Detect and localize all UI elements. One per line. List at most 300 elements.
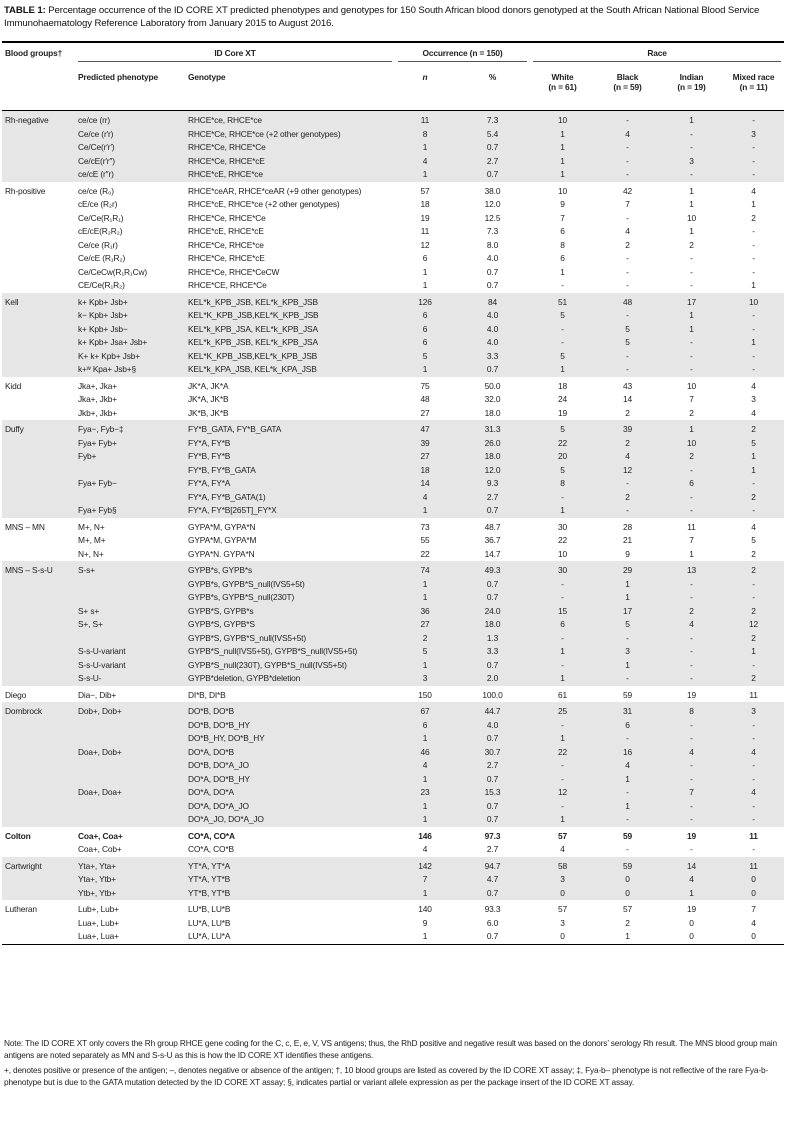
cell-indian: -	[690, 266, 693, 277]
cell-genotype: RHCE*Ce, RHCE*CeCW	[188, 266, 280, 277]
cell-mixed: 1	[723, 645, 784, 659]
table-row	[2, 930, 784, 944]
cell-genotype: RHCE*Ce, RHCE*Ce	[188, 212, 266, 223]
cell-pct: 8.0	[486, 239, 499, 250]
cell-phenotype: Ce/cE (R₁R₂)	[78, 253, 126, 263]
cell-n: 48	[420, 394, 430, 404]
cell-mixed: -	[723, 363, 784, 377]
cell-n: 146	[418, 830, 432, 841]
cell-pct: 4.0	[455, 323, 530, 337]
cell-pct: 100.0	[482, 689, 503, 700]
cell-genotype: DO*B, DO*B	[185, 702, 395, 719]
cell-pct: 48.7	[484, 521, 501, 532]
cell-indian: -	[660, 813, 723, 827]
cell-black: 28	[622, 521, 632, 532]
cell-black: -	[626, 280, 629, 290]
cell-pct: 30.7	[455, 746, 530, 760]
cell-mixed: 1	[723, 464, 784, 478]
cell-blood-group	[2, 437, 75, 451]
cell-n: 1	[395, 168, 455, 182]
cell-n: 1	[395, 363, 455, 377]
header-white-n: (n = 61)	[548, 82, 577, 92]
cell-genotype: YT*A, YT*A	[185, 857, 395, 874]
table-row	[2, 800, 784, 814]
cell-n: 14	[395, 477, 455, 491]
cell-indian: 19	[686, 830, 696, 841]
cell-n: 1	[395, 887, 455, 901]
cell-black: 42	[622, 185, 632, 196]
cell-white: -	[530, 323, 595, 337]
cell-black: 59	[622, 689, 632, 700]
cell-genotype: GYPB*S, GYPB*S	[185, 618, 395, 632]
cell-pct: 9.3	[455, 477, 530, 491]
table-row	[2, 491, 784, 505]
cell-pct: 0.7	[455, 732, 530, 746]
cell-n: 5	[395, 645, 455, 659]
cell-n: 1	[395, 591, 455, 605]
table-row	[2, 336, 784, 350]
cell-white: -	[530, 632, 595, 646]
cell-n: 19	[420, 212, 430, 223]
cell-phenotype	[75, 759, 185, 773]
cell-phenotype: Fya+ Fyb§	[75, 504, 185, 518]
cell-pct: 12.0	[484, 199, 501, 209]
cell-white: -	[530, 336, 595, 350]
cell-pct: 14.7	[484, 548, 501, 559]
cell-n: 27	[395, 618, 455, 632]
cell-black: -	[595, 504, 660, 518]
cell-genotype: DO*A, DO*B_HY	[185, 773, 395, 787]
cell-blood-group	[2, 813, 75, 827]
cell-indian: -	[660, 773, 723, 787]
cell-pct: 93.3	[484, 904, 501, 914]
cell-n: 1	[395, 141, 455, 155]
cell-indian: 2	[689, 239, 694, 250]
cell-black: -	[595, 732, 660, 746]
cell-phenotype: k+ Kpb+ Jsb−	[75, 323, 185, 337]
cell-mixed: -	[752, 844, 755, 854]
cell-n: 67	[395, 702, 455, 719]
cell-blood-group	[2, 198, 75, 212]
cell-pct: 0.7	[455, 813, 530, 827]
cell-blood-group: Diego	[5, 689, 27, 700]
cell-white: 15	[530, 605, 595, 619]
cell-phenotype	[75, 813, 185, 827]
cell-black: -	[595, 477, 660, 491]
cell-blood-group	[2, 578, 75, 592]
cell-blood-group	[2, 450, 75, 464]
cell-blood-group	[2, 504, 75, 518]
cell-n: 140	[418, 904, 432, 914]
cell-pct: 0.7	[455, 800, 530, 814]
cell-indian: 3	[660, 155, 723, 169]
table-row	[2, 350, 784, 364]
cell-mixed: -	[723, 155, 784, 169]
cell-phenotype	[75, 732, 185, 746]
cell-phenotype: S-s-U-variant	[75, 645, 185, 659]
cell-indian: -	[690, 253, 693, 263]
table-row	[2, 420, 784, 437]
cell-blood-group	[2, 350, 75, 364]
table-row	[2, 464, 784, 478]
table-row	[2, 591, 784, 605]
cell-blood-group	[2, 917, 75, 931]
table-row	[2, 155, 784, 169]
cell-white: 5	[530, 350, 595, 364]
table-row	[2, 141, 784, 155]
cell-black: 16	[595, 746, 660, 760]
cell-blood-group	[2, 800, 75, 814]
cell-phenotype: S+ s+	[75, 605, 185, 619]
cell-mixed: 1	[751, 199, 756, 209]
cell-black: 59	[595, 857, 660, 874]
cell-blood-group	[2, 155, 75, 169]
table-row	[2, 407, 784, 421]
cell-pct: 0.7	[455, 887, 530, 901]
cell-phenotype: Fya+ Fyb+	[75, 437, 185, 451]
cell-white: 9	[560, 199, 565, 209]
cell-n: 27	[395, 450, 455, 464]
cell-pct: 0.7	[486, 280, 499, 290]
cell-blood-group: Rh-negative	[2, 111, 75, 128]
cell-pct: 12.0	[455, 464, 530, 478]
cell-n: 1	[395, 800, 455, 814]
cell-indian: 19	[686, 689, 696, 700]
cell-mixed: 11	[749, 689, 758, 700]
cell-indian: 1	[689, 548, 694, 559]
cell-phenotype	[75, 491, 185, 505]
cell-blood-group	[2, 843, 75, 857]
table-row	[2, 293, 784, 310]
cell-black: 29	[595, 561, 660, 578]
cell-mixed: -	[723, 309, 784, 323]
cell-n: 1	[395, 813, 455, 827]
cell-white: 6	[530, 618, 595, 632]
cell-mixed: -	[723, 773, 784, 787]
table-row	[2, 887, 784, 901]
cell-phenotype	[75, 464, 185, 478]
cell-blood-group	[2, 930, 75, 944]
cell-white: 6	[560, 226, 565, 236]
cell-n: 47	[395, 420, 455, 437]
cell-white: 1	[530, 672, 595, 686]
cell-blood-group	[2, 407, 75, 421]
cell-genotype: JK*A, JK*B	[188, 394, 229, 404]
cell-pct: 4.0	[455, 309, 530, 323]
cell-black: 31	[595, 702, 660, 719]
header-black-n: (n = 59)	[613, 82, 642, 92]
header-mixed-label: Mixed race	[732, 72, 775, 82]
cell-phenotype: N+, N+	[78, 548, 104, 559]
table-row	[2, 323, 784, 337]
cell-blood-group: Dombrock	[2, 702, 75, 719]
cell-blood-group	[2, 309, 75, 323]
cell-blood-group	[2, 786, 75, 800]
cell-mixed: -	[723, 477, 784, 491]
cell-phenotype: Lub+, Lub+	[78, 904, 119, 914]
cell-black: -	[595, 155, 660, 169]
cell-pct: 2.7	[455, 759, 530, 773]
cell-white: 30	[530, 561, 595, 578]
cell-indian: -	[660, 578, 723, 592]
cell-blood-group	[2, 464, 75, 478]
cell-blood-group	[2, 225, 75, 239]
cell-mixed: 4	[751, 185, 756, 196]
cell-phenotype: Jka+, Jka+	[78, 380, 118, 391]
cell-genotype: RHCE*cE, RHCE*cE	[188, 226, 264, 236]
cell-genotype: CO*A, CO*B	[188, 844, 234, 854]
cell-white: 57	[557, 904, 567, 914]
table-notes	[4, 1038, 782, 1092]
cell-n: 7	[395, 873, 455, 887]
cell-mixed: 1	[751, 280, 756, 290]
cell-blood-group	[2, 873, 75, 887]
cell-phenotype: Jka+, Jkb+	[78, 394, 118, 404]
header-n-label: n	[422, 72, 428, 82]
cell-indian: -	[660, 363, 723, 377]
cell-genotype: GYPB*S_null(230T), GYPB*S_null(IVS5+5t)	[185, 659, 395, 673]
table-row	[2, 309, 784, 323]
cell-genotype: DO*A, DO*A_JO	[185, 800, 395, 814]
cell-black: -	[595, 141, 660, 155]
cell-white: 30	[557, 521, 567, 532]
cell-pct: 49.3	[455, 561, 530, 578]
cell-blood-group	[2, 548, 75, 562]
header-occurrence	[395, 42, 530, 68]
header-indian-n: (n = 19)	[677, 82, 706, 92]
cell-indian: 10	[686, 380, 696, 391]
cell-white: 19	[557, 407, 567, 418]
cell-black: 1	[595, 591, 660, 605]
cell-black: -	[595, 111, 660, 128]
cell-black: 2	[625, 407, 630, 418]
cell-n: 6	[395, 719, 455, 733]
table-row	[2, 561, 784, 578]
cell-phenotype: Ce/ce (r′r)	[75, 128, 185, 142]
cell-black: 43	[622, 380, 632, 391]
cell-genotype: DO*B, DO*A_JO	[185, 759, 395, 773]
cell-blood-group: Duffy	[2, 420, 75, 437]
cell-indian: 8	[660, 702, 723, 719]
cell-n: 74	[395, 561, 455, 578]
cell-indian: 1	[660, 309, 723, 323]
cell-phenotype: Ytb+, Ytb+	[75, 887, 185, 901]
caption-label: TABLE 1:	[4, 5, 46, 16]
cell-mixed: -	[723, 719, 784, 733]
cell-genotype: RHCE*Ce, RHCE*ce	[188, 239, 264, 250]
cell-pct: 0.7	[455, 578, 530, 592]
cell-phenotype: Coa+, Cob+	[78, 844, 122, 854]
cell-pct: 0.7	[455, 591, 530, 605]
cell-mixed: 2	[751, 212, 756, 223]
cell-indian: -	[660, 645, 723, 659]
cell-phenotype: CE/Ce(R₁R₂)	[78, 280, 125, 290]
cell-pct: 2.7	[486, 844, 499, 854]
cell-blood-group	[2, 591, 75, 605]
header-black-label: Black	[616, 72, 639, 82]
cell-pct: 18.0	[455, 450, 530, 464]
cell-phenotype: cE/ce (R₂r)	[78, 199, 118, 209]
table-row	[2, 702, 784, 719]
cell-genotype: LU*A, LU*A	[185, 930, 395, 944]
cell-white: 1	[530, 645, 595, 659]
cell-indian: 11	[687, 521, 696, 532]
cell-n: 46	[395, 746, 455, 760]
cell-mixed: -	[752, 226, 755, 236]
cell-genotype: FY*B_GATA, FY*B_GATA	[185, 420, 395, 437]
cell-blood-group	[2, 477, 75, 491]
cell-genotype: FY*A, FY*B_GATA(1)	[185, 491, 395, 505]
cell-white: 25	[530, 702, 595, 719]
cell-phenotype: Coa+, Coa+	[78, 830, 123, 841]
cell-phenotype	[75, 800, 185, 814]
cell-n: 6	[395, 323, 455, 337]
cell-blood-group	[2, 252, 75, 266]
cell-blood-group	[2, 393, 75, 407]
cell-pct: 4.0	[455, 336, 530, 350]
cell-mixed: -	[723, 111, 784, 128]
cell-pct: 0.7	[455, 168, 530, 182]
table-row	[2, 182, 784, 199]
cell-n: 18	[395, 464, 455, 478]
cell-white: 8	[530, 477, 595, 491]
cell-pct: 0.7	[455, 141, 530, 155]
cell-white: -	[530, 491, 595, 505]
cell-phenotype	[75, 632, 185, 646]
cell-pct: 15.3	[455, 786, 530, 800]
cell-genotype: KEL*k_KPB_JSB, KEL*k_KPB_JSA	[185, 336, 395, 350]
cell-black: 5	[595, 336, 660, 350]
cell-mixed: -	[723, 813, 784, 827]
header-row-1	[2, 42, 784, 68]
table-row	[2, 534, 784, 548]
cell-pct: 31.3	[455, 420, 530, 437]
cell-phenotype: S-s+	[75, 561, 185, 578]
cell-pct: 1.3	[455, 632, 530, 646]
cell-white: 10	[530, 111, 595, 128]
cell-mixed: 5	[751, 535, 756, 545]
cell-white: 51	[530, 293, 595, 310]
cell-mixed: 4	[723, 746, 784, 760]
cell-white: -	[561, 280, 564, 290]
cell-blood-group	[2, 336, 75, 350]
cell-black: 5	[595, 618, 660, 632]
cell-mixed: 2	[723, 605, 784, 619]
cell-indian: 1	[689, 199, 694, 209]
table-row	[2, 252, 784, 266]
cell-genotype: DO*B, DO*B_HY	[185, 719, 395, 733]
cell-indian: -	[660, 128, 723, 142]
cell-n: 11	[420, 226, 430, 236]
cell-black: 59	[622, 830, 632, 841]
cell-mixed: 2	[723, 672, 784, 686]
cell-black: -	[626, 212, 629, 223]
cell-pct: 4.7	[455, 873, 530, 887]
cell-genotype: DO*A, DO*B	[185, 746, 395, 760]
cell-mixed: -	[723, 141, 784, 155]
cell-n: 6	[395, 309, 455, 323]
cell-pct: 3.3	[455, 645, 530, 659]
table-row	[2, 168, 784, 182]
cell-white: 6	[560, 253, 565, 263]
cell-blood-group	[2, 141, 75, 155]
cell-blood-group: Rh-positive	[5, 185, 46, 196]
cell-pct: 0.7	[455, 773, 530, 787]
cell-white: 3	[530, 873, 595, 887]
cell-pct: 44.7	[455, 702, 530, 719]
cell-indian: 10	[660, 437, 723, 451]
cell-white: 1	[530, 813, 595, 827]
cell-black: 57	[622, 904, 632, 914]
header-race	[530, 42, 784, 68]
cell-white: -	[530, 800, 595, 814]
cell-blood-group: Kidd	[5, 380, 22, 391]
cell-pct: 18.0	[484, 407, 501, 418]
cell-phenotype: ce/cE (r″r)	[75, 168, 185, 182]
cell-mixed: -	[723, 591, 784, 605]
table-row	[2, 437, 784, 451]
cell-phenotype: Ce/Ce(R₁R₁)	[78, 212, 124, 223]
cell-black: 3	[595, 645, 660, 659]
cell-pct: 0.7	[455, 363, 530, 377]
header-id-core-label: ID Core XT	[78, 48, 392, 62]
cell-phenotype: S-s-U-	[75, 672, 185, 686]
cell-phenotype: Dob+, Dob+	[75, 702, 185, 719]
cell-indian: 0	[660, 930, 723, 944]
cell-pct: 3.3	[455, 350, 530, 364]
table-row	[2, 719, 784, 733]
cell-black: -	[626, 266, 629, 277]
cell-n: 142	[395, 857, 455, 874]
cell-indian: 1	[689, 226, 694, 236]
cell-black: -	[595, 786, 660, 800]
cell-black: 6	[595, 719, 660, 733]
cell-genotype: RHCE*ceAR, RHCE*ceAR (+9 other genotypes)	[188, 185, 362, 196]
cell-genotype: GYPB*s, GYPB*S_null(230T)	[185, 591, 395, 605]
cell-blood-group	[2, 719, 75, 733]
cell-mixed: 7	[751, 904, 756, 914]
cell-indian: 2	[660, 605, 723, 619]
cell-n: 1	[395, 504, 455, 518]
cell-indian: -	[660, 350, 723, 364]
cell-n: 39	[395, 437, 455, 451]
cell-phenotype	[75, 773, 185, 787]
cell-mixed: 4	[723, 786, 784, 800]
cell-white: 0	[530, 930, 595, 944]
table-row	[2, 732, 784, 746]
cell-genotype: GYPB*s, GYPB*s	[185, 561, 395, 578]
cell-white: 22	[530, 437, 595, 451]
cell-genotype: FY*A, FY*B	[185, 437, 395, 451]
cell-n: 73	[420, 521, 430, 532]
cell-indian: 7	[660, 786, 723, 800]
cell-black: 4	[595, 759, 660, 773]
cell-white: 1	[530, 732, 595, 746]
cell-blood-group	[2, 212, 75, 226]
cell-n: 1	[395, 578, 455, 592]
cell-genotype: YT*B, YT*B	[185, 887, 395, 901]
cell-n: 1	[395, 930, 455, 944]
cell-black: 48	[595, 293, 660, 310]
cell-blood-group: MNS – S-s-U	[2, 561, 75, 578]
cell-phenotype: M+, N+	[78, 521, 105, 532]
cell-pct: 2.7	[455, 491, 530, 505]
cell-pct: 26.0	[455, 437, 530, 451]
cell-phenotype: K+ k+ Kpb+ Jsb+	[75, 350, 185, 364]
cell-black: 1	[595, 930, 660, 944]
cell-phenotype: Jkb+, Jkb+	[78, 407, 118, 418]
cell-white: 20	[530, 450, 595, 464]
